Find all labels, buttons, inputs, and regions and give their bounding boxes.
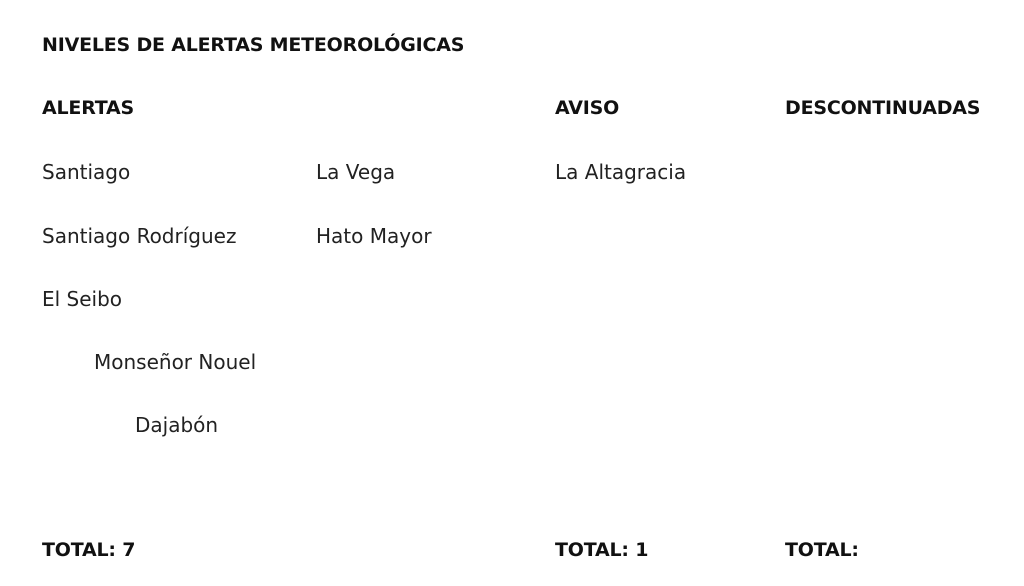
province-item: La Vega xyxy=(316,160,396,184)
descontinuadas-heading: DESCONTINUADAS xyxy=(785,97,981,119)
province-item: Santiago xyxy=(42,160,131,184)
province-item: El Seibo xyxy=(42,287,123,311)
alertas-total: TOTAL: 7 xyxy=(42,539,136,561)
alertas-heading: ALERTAS xyxy=(42,97,135,119)
province-item: Hato Mayor xyxy=(316,224,432,248)
aviso-heading: AVISO xyxy=(555,97,620,119)
aviso-total: TOTAL: 1 xyxy=(555,539,649,561)
province-item: Monseñor Nouel xyxy=(94,350,257,374)
descontinuadas-total: TOTAL: xyxy=(785,539,859,561)
province-item: Santiago Rodríguez xyxy=(42,224,237,248)
province-item: La Altagracia xyxy=(555,160,687,184)
page-title: NIVELES DE ALERTAS METEOROLÓGICAS xyxy=(42,34,465,56)
province-item: Dajabón xyxy=(135,413,219,437)
